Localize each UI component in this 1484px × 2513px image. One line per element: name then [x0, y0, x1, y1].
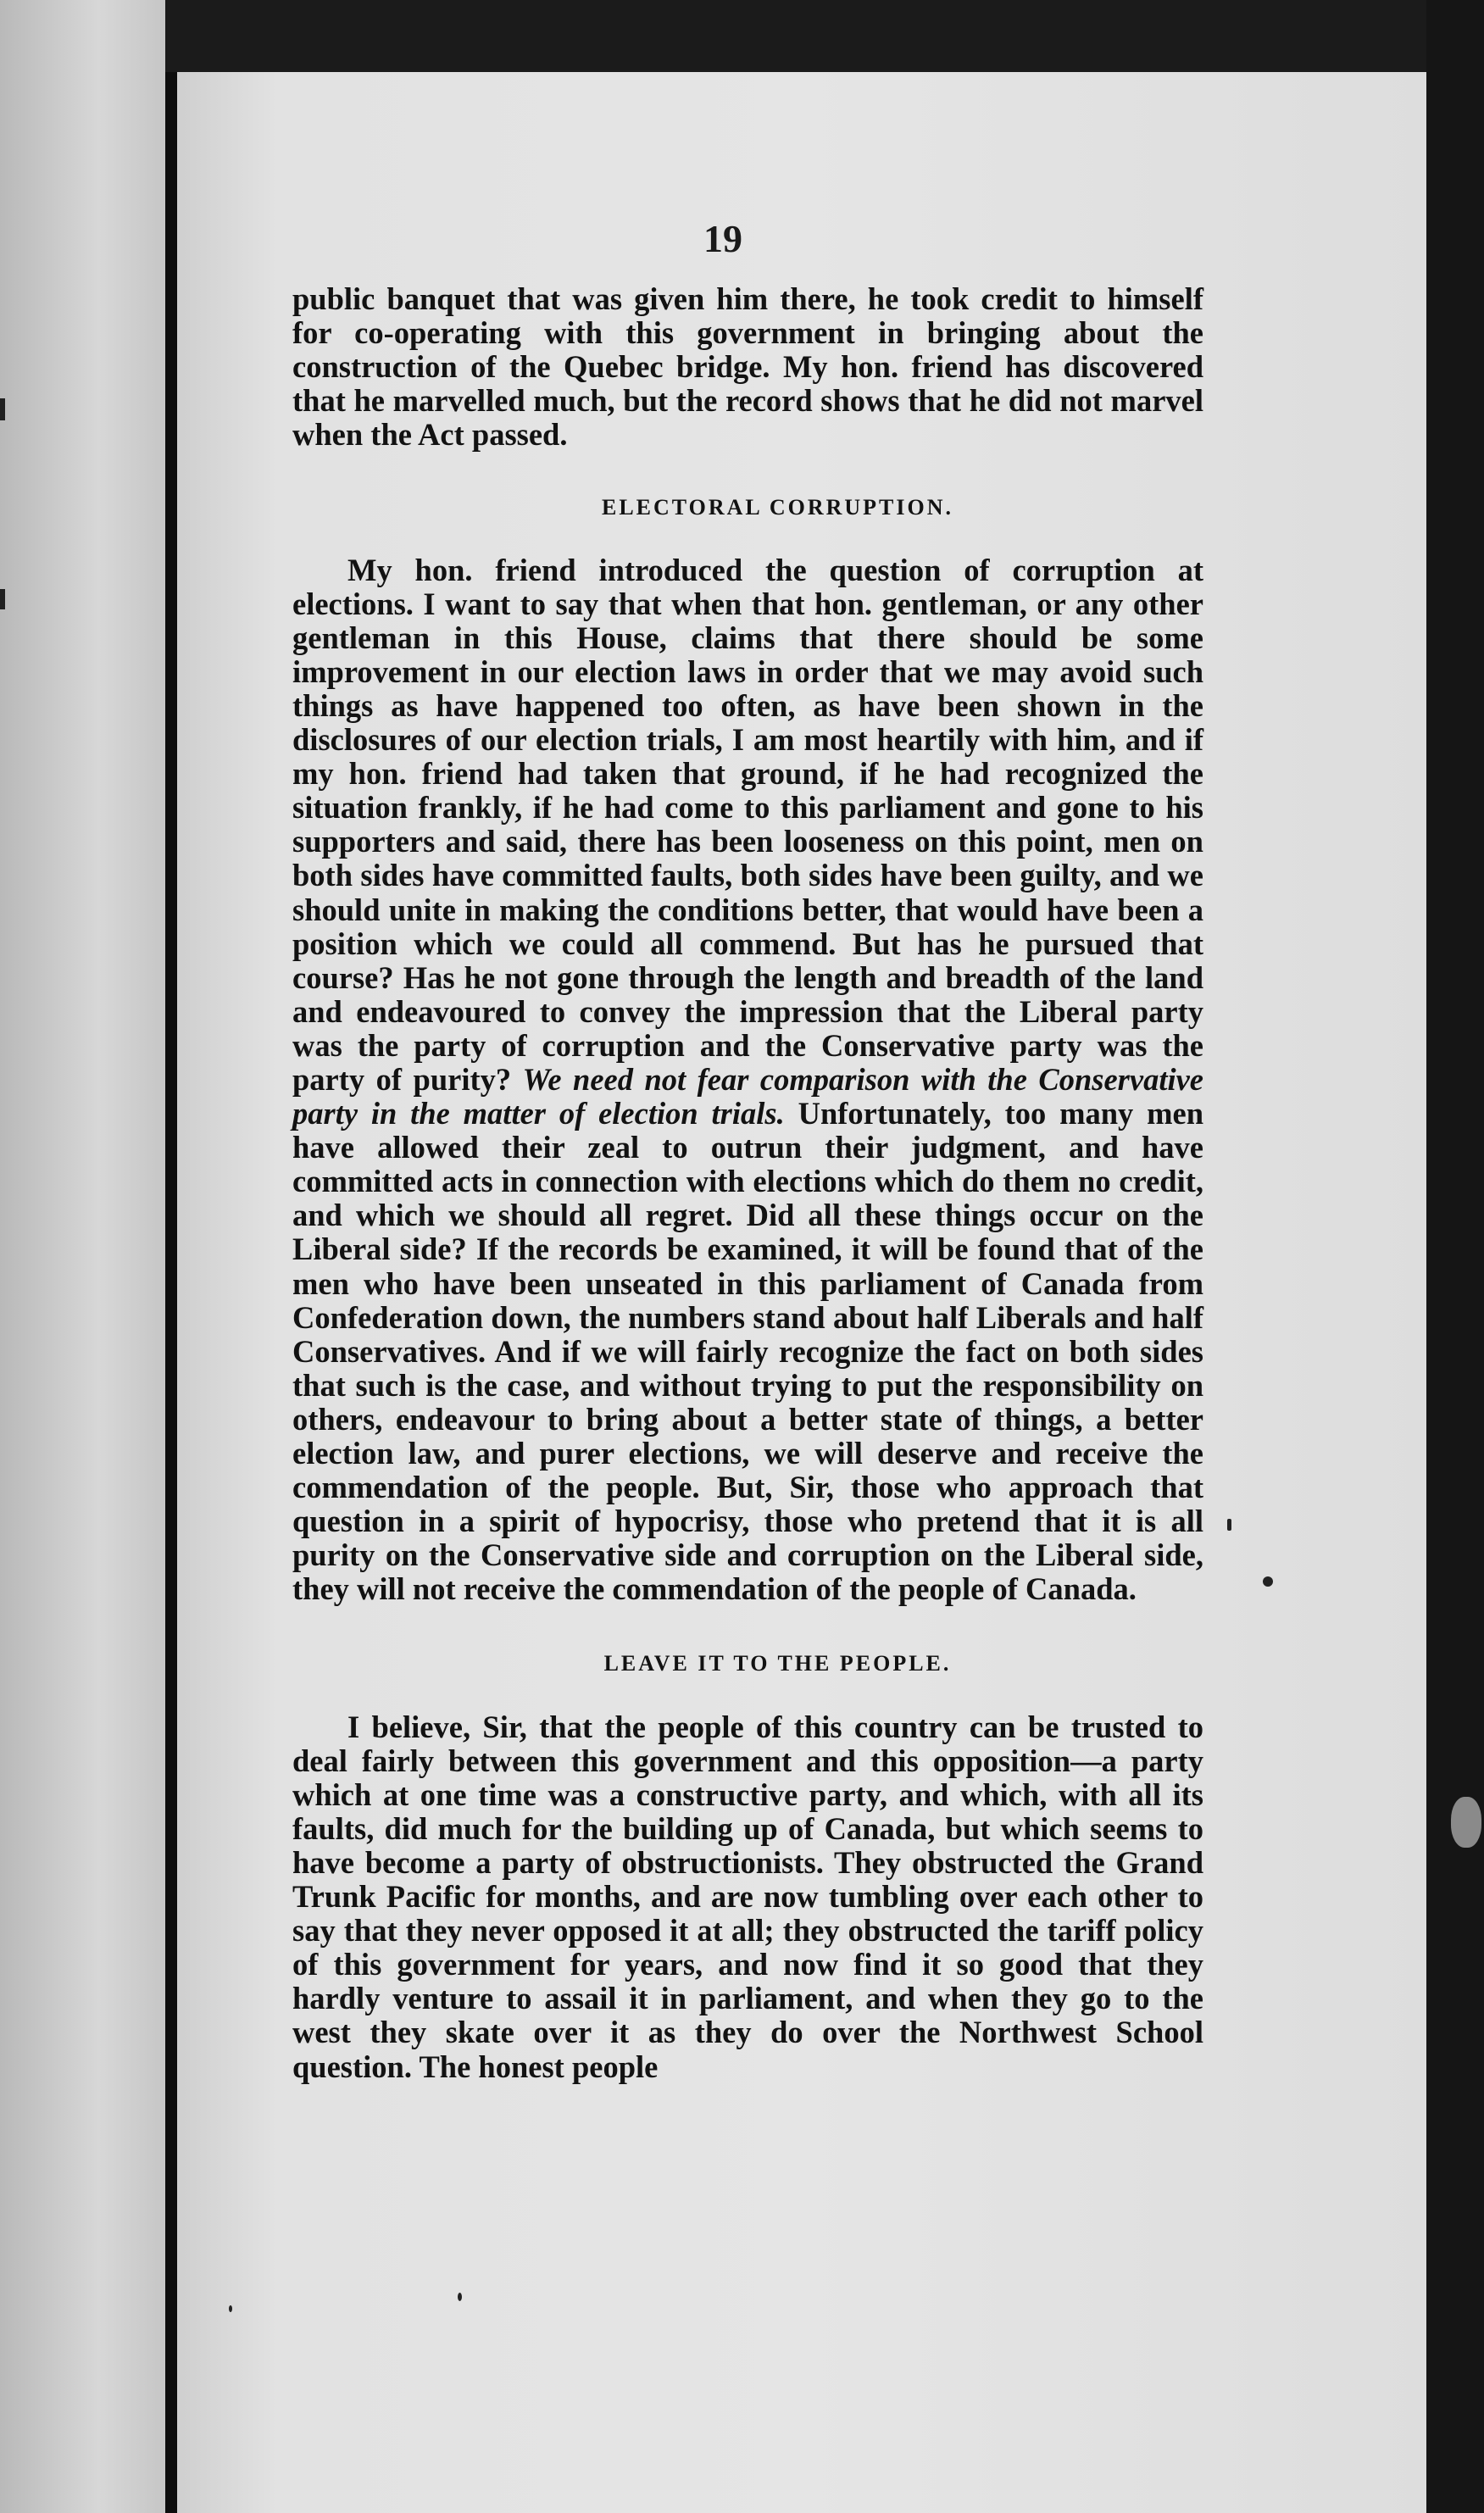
scan-mark — [0, 589, 5, 609]
paragraph-3: I believe, Sir, that the people of this country can be trusted to deal fairly between this government and this opposition—a party which at one time was a constructive party, and which, with all its faults, did much for the building up of Canada, but which seems to have become a party of obstructionists. They obstructed the Grand Trunk Pacific for months, and are now tumbling over each other to say that they never opposed it at all; they obstructed the tariff policy of this government for years, and now find it so good that they hardly venture to assail it in parliament, and when they go to the west they skate over it as they do over the Northwest School question. The honest people — [292, 1709, 1203, 2084]
paragraph-2 — [292, 553, 1203, 1607]
scan-blemish — [1451, 1797, 1481, 1848]
adjacent-page-edge — [0, 0, 165, 2513]
paragraph-1: public banquet that was given him there, he took credit to himself for co-operating with this government in bringing about the construction of the Quebec bridge. My hon. friend has discovered that he marvelled much, but the record shows that he did not marvel when the Act passed. — [292, 281, 1203, 453]
scan-border — [1426, 0, 1484, 2513]
section-heading-leave-it-to-the-people: LEAVE IT TO THE PEOPLE. — [603, 1651, 952, 1676]
paragraph-2-italic: We need not fear comparison with the Conservative party in the matter of election trials. — [292, 1061, 1204, 1131]
paragraph-2-text-a: My hon. friend introduced the question of corruption at elections. I want to say that when that hon. gentleman, or any other gentleman in this House, claims that there should be some improvement in our election laws in order that we may avoid such things as have happened too often, as have been shown in the disclosures of our election trials, I am most heartily with him, and if my hon. friend had taken that ground, if he had recognized the situation frankly, if he had come to this parliament and gone to his supporters and said, there has been looseness on this point, men on both sides have committed faults, both sides have been guilty, and we should unite in making the conditions better, that would have been a position which we could all commend. But has he pursued that course? Has he not gone through the length and breadth of the land and endeavoured to convey the impression that the Liberal party was the party of corruption and the Conservative party was the party of purity? — [292, 552, 1203, 1097]
page-number: 19 — [703, 217, 742, 260]
ink-speck — [1263, 1576, 1273, 1587]
page-binding-line — [165, 72, 177, 2513]
page-text — [292, 282, 1203, 2084]
ink-speck — [1227, 1519, 1231, 1531]
scan-mark — [0, 398, 5, 420]
paragraph-2-text-b: Unfortunately, too many men have allowed their zeal to outrun their judgment, and have committed acts in connection with elections which do them no credit, and which we should all regret. Did all these things occur on the Liberal side? If the records be examined, it will be found that of the men who have been unseated in this parliament of Canada from Confederation down, the numbers stand about half Liberals and half Conservatives. And if we will fairly recognize the fact on both sides that such is the case, and without trying to put the responsibility on others, endeavour to bring about a better state of things, a better election law, and purer elections, we will deserve and receive the commendation of the people. But, Sir, those who approach that question in a spirit of hypocrisy, those who pretend that it is all purity on the Conservative side and corruption on the Liberal side, they will not receive the commendation of the people of Canada. — [292, 1096, 1204, 1607]
section-heading-electoral-corruption: ELECTORAL CORRUPTION. — [601, 495, 954, 520]
ink-speck — [229, 2305, 232, 2312]
ink-speck — [458, 2293, 462, 2301]
